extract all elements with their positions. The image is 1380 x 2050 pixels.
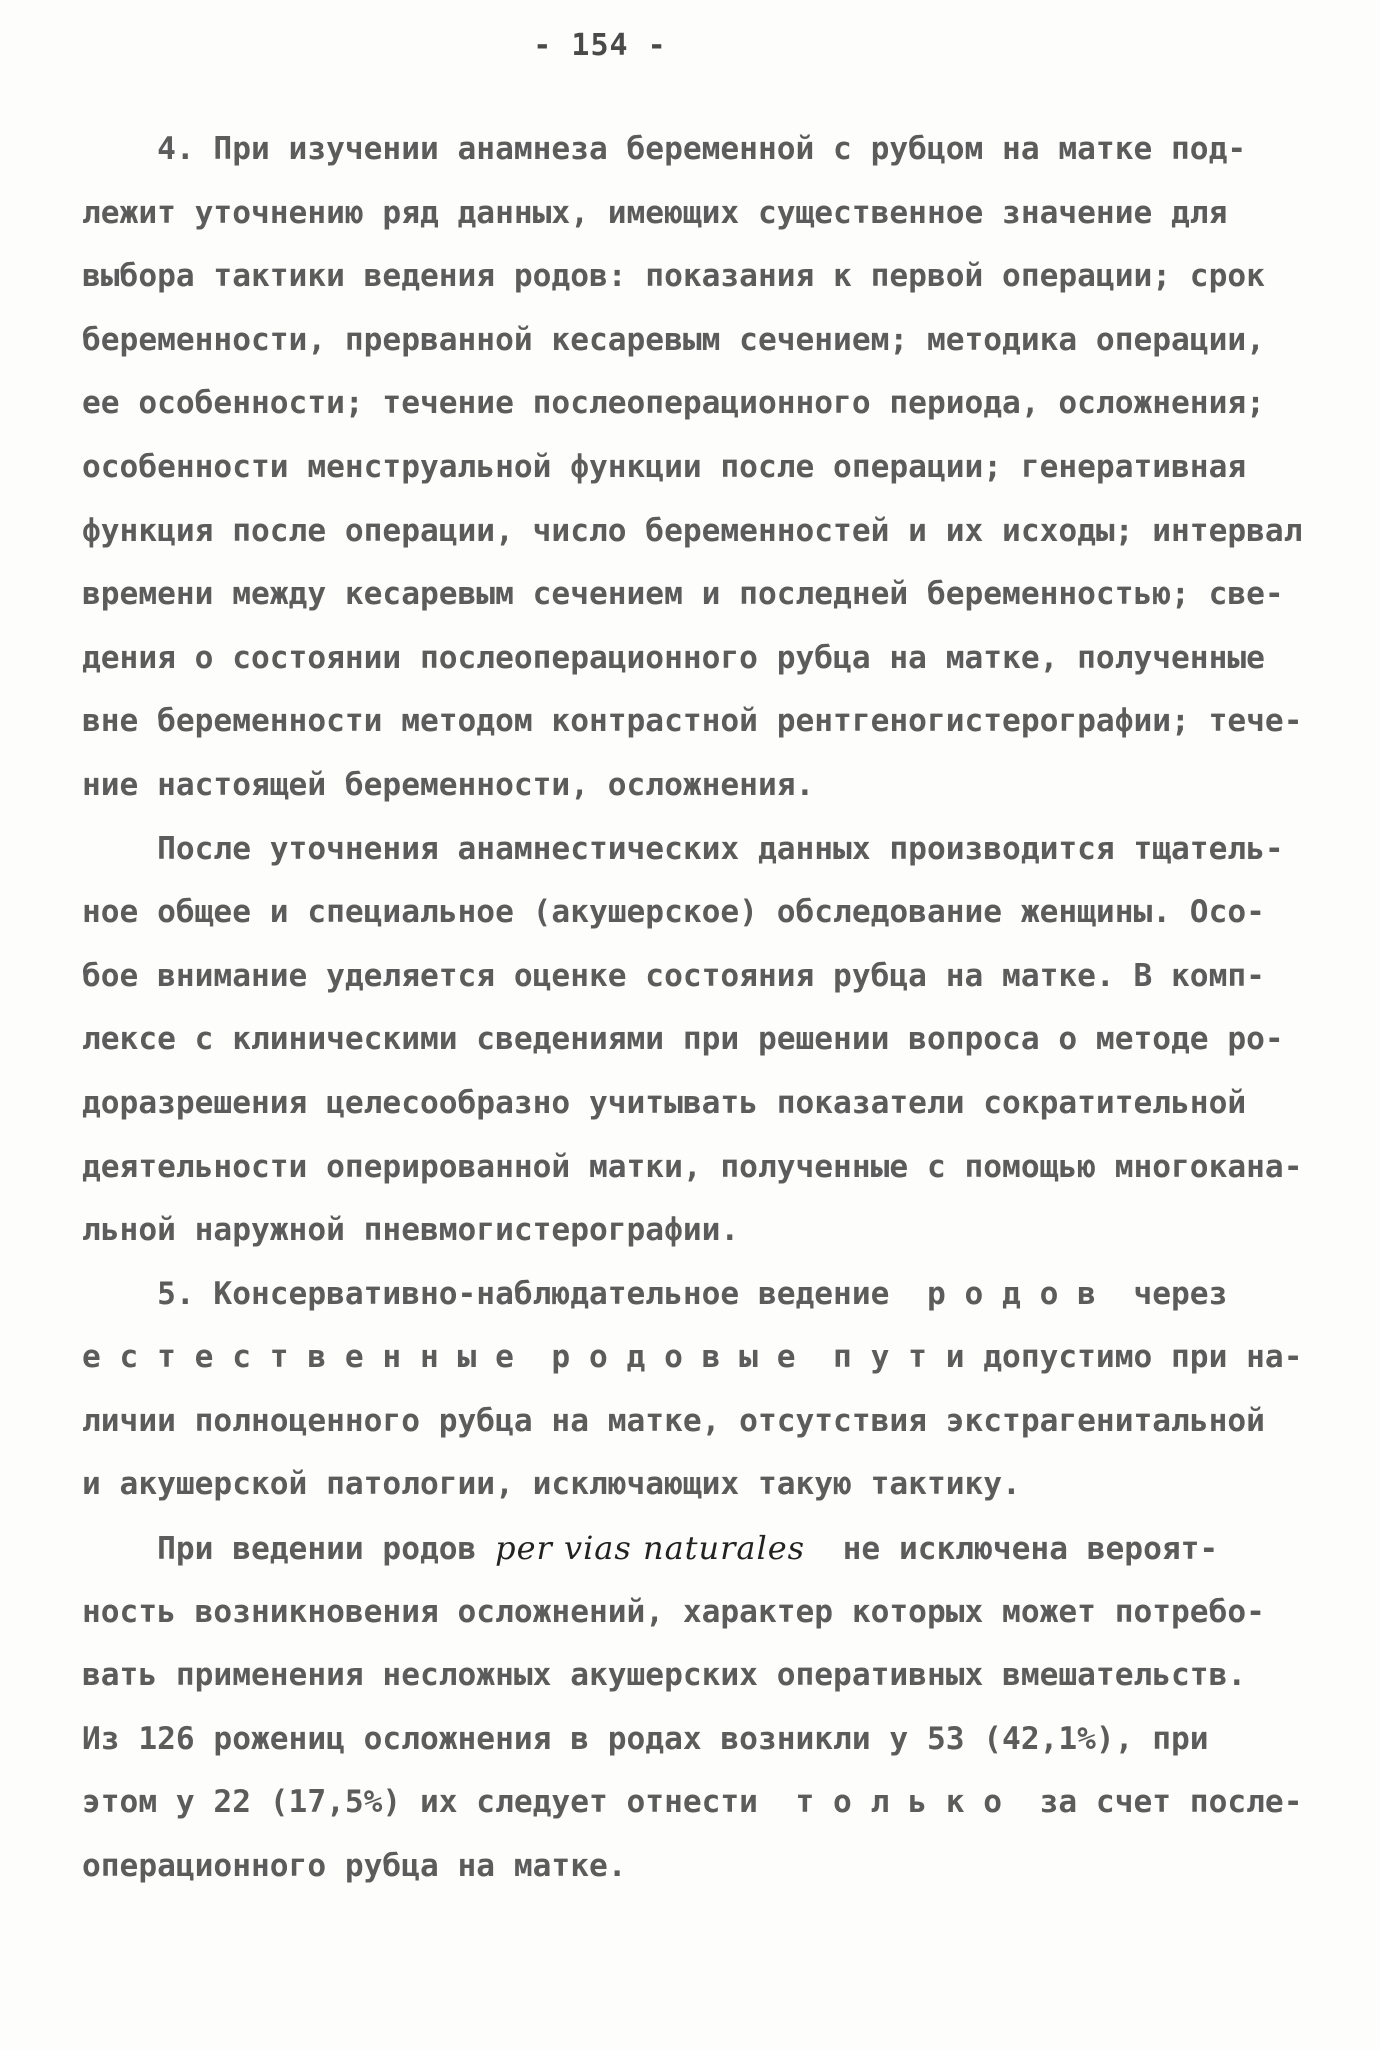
text-line: 5. Консервативно-наблюдательное ведение р о д о в через: [82, 1275, 1228, 1312]
text-line: времени между кесаревым сечением и последней беременностью; све-: [82, 576, 1284, 613]
text-line: и акушерской патологии, исключающих такую тактику.: [82, 1466, 1021, 1503]
text-line: деятельности оперированной матки, полученные с помощью многокана-: [82, 1148, 1303, 1185]
text-line: 4. При изучении анамнеза беременной с рубцом на матке под-: [82, 131, 1247, 167]
text-line: е с т е с т в е н н ы е р о д о в ы е п у т и допустимо при на-: [82, 1339, 1303, 1376]
text-line: вне беременности методом контрастной рентгеногистерографии; тече-: [82, 703, 1303, 740]
text-line: лежит уточнению ряд данных, имеющих существенное значение для: [82, 194, 1228, 231]
text-line: лексе с клиническими сведениями при решении вопроса о методе ро-: [82, 1021, 1284, 1058]
text-segment: При ведении родов: [82, 1531, 496, 1568]
text-line: особенности менструальной функции после операции; генеративная: [82, 448, 1247, 485]
handwritten-insertion: per vias naturales: [495, 1529, 806, 1568]
text-line: беременности, прерванной кесаревым сечением; методика операции,: [82, 321, 1265, 358]
text-line: доразрешения целесообразно учитывать показатели сократительной: [82, 1084, 1247, 1121]
text-line: Из 126 рожениц осложнения в родах возникли у 53 (42,1%), при: [82, 1720, 1209, 1757]
page-number: - 154 -: [533, 28, 667, 63]
text-line: функция после операции, число беременностей и их исходы; интервал: [82, 512, 1303, 549]
text-line: ное общее и специальное (акушерское) обследование женщины. Осо-: [82, 894, 1265, 931]
text-line: ность возникновения осложнений, характер которых может потребо-: [82, 1593, 1265, 1630]
text-line: операционного рубца на матке.: [82, 1848, 627, 1885]
text-line: ние настоящей беременности, осложнения.: [82, 766, 815, 803]
text-line: ее особенности; течение послеоперационного периода, осложнения;: [82, 385, 1265, 422]
text-segment: не исключена вероят-: [805, 1531, 1219, 1568]
text-line: льной наружной пневмогистерографии.: [82, 1212, 740, 1249]
text-line: После уточнения анамнестических данных производится тщатель-: [82, 830, 1284, 867]
text-line-with-handwriting: [82, 1517, 1322, 1581]
body-text: [82, 118, 1322, 1899]
text-line: личии полноценного рубца на матке, отсутствия экстрагенитальной: [82, 1402, 1265, 1439]
text-line: выбора тактики ведения родов: показания к первой операции; срок: [82, 258, 1265, 295]
text-line: вать применения несложных акушерских оперативных вмешательств.: [82, 1657, 1247, 1694]
text-line: дения о состоянии послеоперационного рубца на матке, полученные: [82, 639, 1265, 676]
text-line: этом у 22 (17,5%) их следует отнести т о л ь к о за счет после-: [82, 1784, 1303, 1821]
text-line: бое внимание уделяется оценке состояния рубца на матке. В комп-: [82, 957, 1265, 994]
